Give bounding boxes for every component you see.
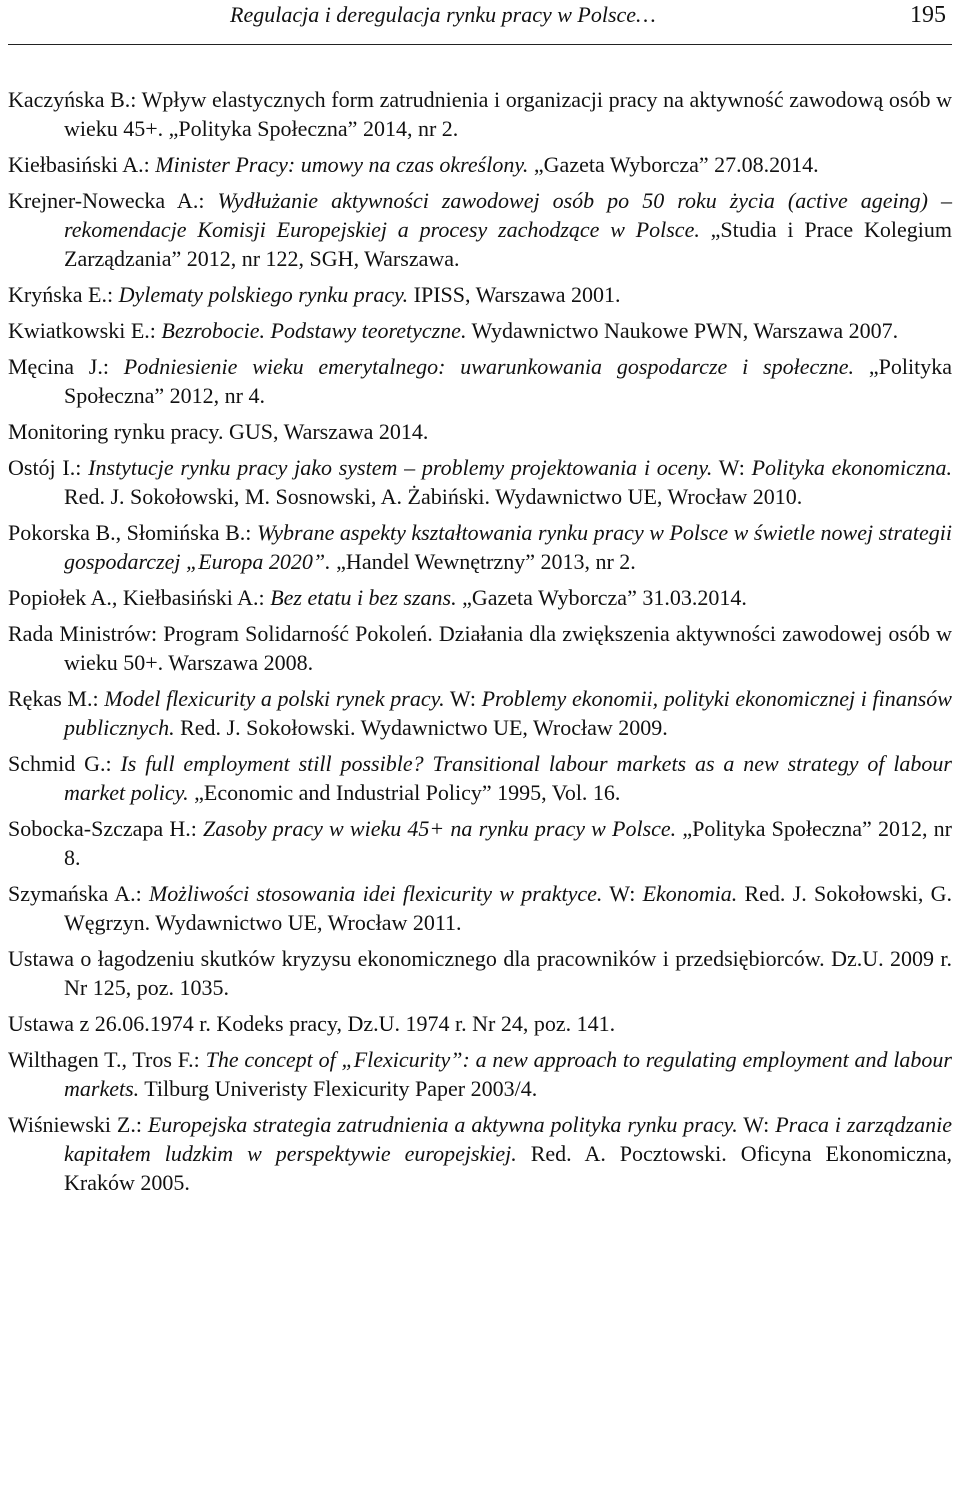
reference-entry: [8, 150, 952, 179]
reference-text: IPISS, Warszawa 2001.: [408, 282, 621, 307]
reference-text: „Studia i Prace Kolegium Zarządzania” 2012, nr 122, SGH, Warszawa.: [64, 217, 952, 271]
reference-entry: [8, 1009, 952, 1038]
reference-title-italic: Wybrane aspekty kształtowania rynku pracy w Polsce w świetle nowej strategii gospodarczej „Europa 2020”.: [64, 520, 952, 574]
reference-text: Szymańska A.:: [8, 881, 149, 906]
reference-text: W:: [737, 1112, 776, 1137]
reference-entry: [8, 85, 952, 143]
reference-title-italic: Instytucje rynku pracy jako system – problemy projektowania i oceny.: [88, 455, 713, 480]
reference-text: Ustawa o łagodzeniu skutków kryzysu ekonomicznego dla pracowników i przedsiębiorców. Dz.U. 2009 r. Nr 125, poz. 1035.: [8, 946, 952, 1000]
reference-text: Ustawa z 26.06.1974 r. Kodeks pracy, Dz.U. 1974 r. Nr 24, poz. 141.: [8, 1011, 616, 1036]
reference-text: Kiełbasiński A.:: [8, 152, 156, 177]
reference-title-italic: Is full employment still possible? Transitional labour markets as a new strategy of labour market policy.: [64, 751, 952, 805]
reference-entry: [8, 1110, 952, 1197]
reference-text: Monitoring rynku pracy. GUS, Warszawa 2014.: [8, 419, 429, 444]
reference-title-italic: Wydłużanie aktywności zawodowej osób po 50 roku życia (active ageing) – rekomendacje Komisji Europejskiej a procesy zachodzące w Polsce.: [64, 188, 952, 242]
reference-entry: [8, 814, 952, 872]
running-title: Regulacja i deregulacja rynku pracy w Polsce…: [230, 2, 656, 27]
reference-text: Red. J. Sokołowski. Wydawnictwo UE, Wrocław 2009.: [174, 715, 668, 740]
reference-entry: [8, 1045, 952, 1103]
reference-title-italic: Bez etatu i bez szans.: [270, 585, 457, 610]
reference-text: Kaczyńska B.: Wpływ elastycznych form zatrudnienia i organizacji pracy na aktywność zawodową osób w wieku 45+. „Polityka Społeczna” 2014, nr 2.: [8, 87, 952, 141]
reference-text: „Polityka Społeczna” 2012, nr 8.: [64, 816, 953, 870]
reference-text: „Gazeta Wyborcza” 27.08.2014.: [528, 152, 819, 177]
reference-text: Popiołek A., Kiełbasiński A.:: [8, 585, 271, 610]
reference-text: „Economic and Industrial Policy” 1995, Vol. 16.: [188, 780, 621, 805]
reference-entry: [8, 316, 952, 345]
reference-text: Kryńska E.:: [8, 282, 119, 307]
reference-entry: [8, 944, 952, 1002]
reference-entry: [8, 417, 952, 446]
reference-text: W:: [712, 455, 752, 480]
reference-text: Krejner-Nowecka A.:: [8, 188, 218, 213]
reference-text: Wilthagen T., Tros F.:: [8, 1047, 206, 1072]
running-header: [8, 0, 952, 45]
reference-title-italic: Dylematy polskiego rynku pracy.: [118, 282, 409, 307]
reference-text: Pokorska B., Słomińska B.:: [8, 520, 257, 545]
reference-entry: [8, 280, 952, 309]
reference-title-italic: Ekonomia.: [642, 881, 738, 906]
reference-title-italic: Polityka ekonomiczna.: [751, 455, 952, 480]
reference-title-italic: Bezrobocie. Podstawy teoretyczne.: [161, 318, 467, 343]
reference-text: Red. A. Pocztowski. Oficyna Ekonomiczna, Kraków 2005.: [64, 1141, 952, 1195]
reference-text: Kwiatkowski E.:: [8, 318, 162, 343]
reference-entry: [8, 619, 952, 677]
reference-entry: [8, 879, 952, 937]
reference-title-italic: Możliwości stosowania idei flexicurity w praktyce.: [148, 881, 603, 906]
reference-text: Red. J. Sokołowski, M. Sosnowski, A. Żabiński. Wydawnictwo UE, Wrocław 2010.: [64, 484, 803, 509]
reference-text: W:: [444, 686, 482, 711]
reference-entry: [8, 749, 952, 807]
reference-entry: [8, 583, 952, 612]
reference-text: „Polityka Społeczna” 2012, nr 4.: [64, 354, 952, 408]
reference-entry: [8, 518, 952, 576]
reference-list: [8, 85, 952, 1197]
reference-title-italic: Model flexicurity a polski rynek pracy.: [104, 686, 445, 711]
reference-text: Wydawnictwo Naukowe PWN, Warszawa 2007.: [466, 318, 899, 343]
reference-text: Tilburg Univeristy Flexicurity Paper 2003/4.: [139, 1076, 538, 1101]
reference-text: Rada Ministrów: Program Solidarność Pokoleń. Działania dla zwiększenia aktywności zawodowej osób w wieku 50+. Warszawa 2008.: [8, 621, 952, 675]
reference-text: „Handel Wewnętrzny” 2013, nr 2.: [330, 549, 636, 574]
reference-title-italic: Zasoby pracy w wieku 45+ na rynku pracy w Polsce.: [203, 816, 677, 841]
reference-title-italic: The concept of „Flexicurity”: a new approach to regulating employment and labour markets.: [64, 1047, 952, 1101]
reference-text: „Gazeta Wyborcza” 31.03.2014.: [456, 585, 747, 610]
reference-text: Rękas M.:: [8, 686, 105, 711]
reference-text: Sobocka-Szczapa H.:: [8, 816, 204, 841]
reference-entry: [8, 453, 952, 511]
reference-title-italic: Europejska strategia zatrudnienia a aktywna polityka rynku pracy.: [147, 1112, 738, 1137]
reference-entry: [8, 186, 952, 273]
reference-text: W:: [602, 881, 643, 906]
reference-entry: [8, 352, 952, 410]
reference-title-italic: Minister Pracy: umowy na czas określony.: [155, 152, 529, 177]
reference-entry: [8, 684, 952, 742]
reference-text: Ostój I.:: [8, 455, 89, 480]
reference-title-italic: Praca i zarządzanie kapitałem ludzkim w perspektywie europejskiej.: [64, 1112, 952, 1166]
reference-text: Wiśniewski Z.:: [8, 1112, 148, 1137]
reference-text: Męcina J.:: [8, 354, 124, 379]
page-number: 195: [910, 2, 946, 28]
reference-text: Schmid G.:: [8, 751, 121, 776]
reference-text: Red. J. Sokołowski, G. Węgrzyn. Wydawnictwo UE, Wrocław 2011.: [64, 881, 952, 935]
reference-title-italic: Podniesienie wieku emerytalnego: uwarunkowania gospodarcze i społeczne.: [123, 354, 855, 379]
reference-title-italic: Problemy ekonomii, polityki ekonomicznej i finansów publicznych.: [64, 686, 952, 740]
